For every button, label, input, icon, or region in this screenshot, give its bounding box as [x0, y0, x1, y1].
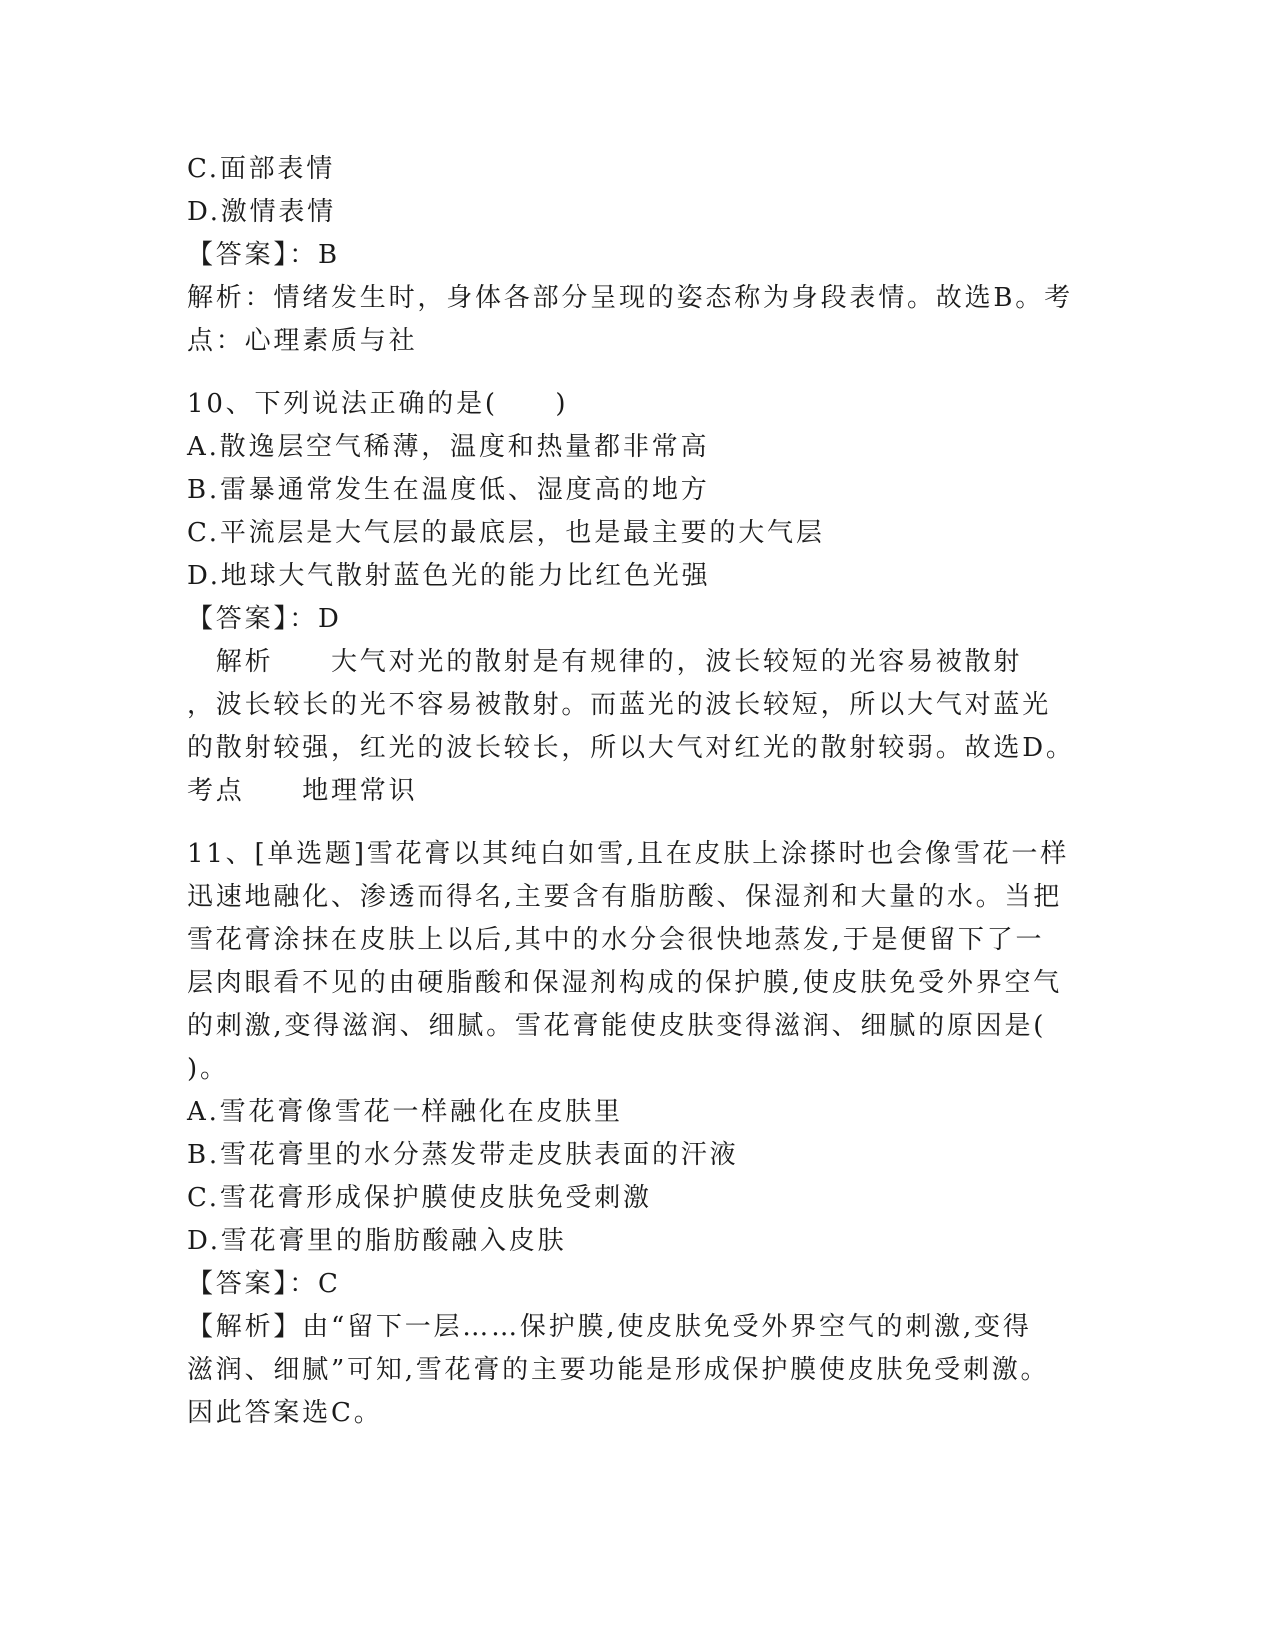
option-b: B.雷暴通常发生在温度低、湿度高的地方 — [187, 475, 710, 505]
option-c: C.平流层是大气层的最底层，也是最主要的大气层 — [187, 518, 825, 548]
question-stem-line: 的刺激,变得滋润、细腻。雪花膏能使皮肤变得滋润、细腻的原因是( — [187, 1011, 1047, 1041]
option-d: D.激情表情 — [187, 197, 336, 227]
analysis-line: 点：心理素质与社 — [187, 326, 418, 356]
option-d: D.地球大气散射蓝色光的能力比红色光强 — [187, 561, 711, 591]
question-stem-line: 层肉眼看不见的由硬脂酸和保湿剂构成的保护膜,使皮肤免受外界空气 — [187, 968, 1063, 998]
spacer — [187, 363, 1087, 383]
question-stem: 10、下列说法正确的是( ) — [187, 389, 569, 419]
spacer — [187, 813, 1087, 833]
analysis-line: 解析 大气对光的散射是有规律的，波长较短的光容易被散射 — [187, 647, 1023, 677]
analysis-line: 因此答案选C。 — [187, 1398, 383, 1428]
answer-line: 【答案】：B — [187, 240, 340, 270]
option-d: D.雪花膏里的脂肪酸融入皮肤 — [187, 1226, 567, 1256]
answer-line: 【答案】：D — [187, 604, 342, 634]
option-c: C.雪花膏形成保护膜使皮肤免受刺激 — [187, 1183, 652, 1213]
option-a: A.雪花膏像雪花一样融化在皮肤里 — [187, 1097, 623, 1127]
question-11 — [187, 833, 1087, 1435]
answer-line: 【答案】：C — [187, 1269, 341, 1299]
analysis-line: ，波长较长的光不容易被散射。而蓝光的波长较短，所以大气对蓝光 — [187, 690, 1052, 720]
document-page — [187, 148, 1087, 1435]
question-stem-line: 迅速地融化、渗透而得名,主要含有脂肪酸、保湿剂和大量的水。当把 — [187, 882, 1063, 912]
analysis-line: 的散射较强，红光的波长较长，所以大气对红光的散射较弱。故选D。 — [187, 733, 1075, 763]
option-c: C.面部表情 — [187, 154, 336, 184]
question-9-tail — [187, 148, 1087, 363]
question-stem-line: )。 — [187, 1054, 229, 1084]
option-b: B.雪花膏里的水分蒸发带走皮肤表面的汗液 — [187, 1140, 739, 1170]
option-a: A.散逸层空气稀薄，温度和热量都非常高 — [187, 432, 710, 462]
question-stem-line: 雪花膏涂抹在皮肤上以后,其中的水分会很快地蒸发,于是便留下了一 — [187, 925, 1045, 955]
question-10 — [187, 383, 1087, 813]
analysis-line: 解析：情绪发生时，身体各部分呈现的姿态称为身段表情。故选B。考 — [187, 283, 1073, 313]
question-stem-line: 11、[单选题]雪花膏以其纯白如雪,且在皮肤上涂搽时也会像雪花一样 — [187, 839, 1070, 869]
analysis-line: 考点 地理常识 — [187, 776, 418, 806]
analysis-line: 【解析】由“留下一层……保护膜,使皮肤免受外界空气的刺激,变得 — [187, 1312, 1032, 1342]
analysis-line: 滋润、细腻”可知,雪花膏的主要功能是形成保护膜使皮肤免受刺激。 — [187, 1355, 1050, 1385]
